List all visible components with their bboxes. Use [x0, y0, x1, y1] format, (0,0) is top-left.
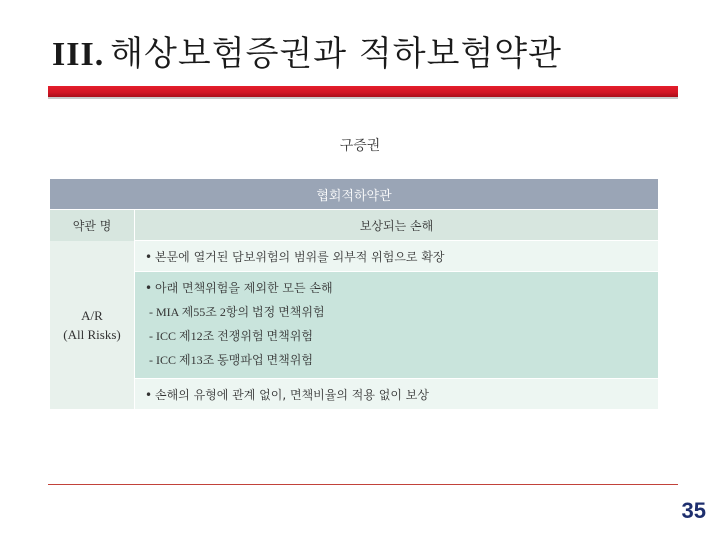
- title-underline-shadow: [48, 97, 678, 99]
- clause-table: [50, 179, 658, 409]
- table-row: [50, 379, 658, 410]
- bullet-icon: •: [145, 281, 153, 295]
- coverage-text-all-losses: 아래 면책위험을 제외한 모든 손해: [155, 281, 333, 295]
- page-number: 35: [681, 498, 706, 523]
- exclusion-strike: - ICC 제13조 동맹파업 면책위험: [149, 353, 313, 367]
- table-header: 협회적하약관: [50, 179, 658, 210]
- coverage-text-extension: 본문에 열거된 담보위험의 범위를 외부적 위험으로 확장: [155, 249, 445, 264]
- slide-title-number: III.: [52, 36, 105, 73]
- bullet-icon: •: [145, 249, 153, 264]
- coverage-row-exclusions: [135, 272, 659, 379]
- table-row: [50, 241, 658, 272]
- column-header-covered-loss: 보상되는 손해: [135, 210, 659, 241]
- clause-name-line1: A/R: [81, 307, 103, 323]
- table-row: [50, 272, 658, 379]
- exclusion-mia: - MIA 제55조 2항의 법정 면책위험: [149, 305, 325, 319]
- coverage-text-no-deductible: 손해의 유형에 관계 없이, 면책비율의 적용 없이 보상: [155, 387, 429, 402]
- slide-title-text: 해상보험증권과 적하보험약관: [110, 34, 562, 74]
- slide-title: [52, 26, 562, 75]
- title-underline-bar: [48, 86, 678, 97]
- clause-name-cell: [50, 241, 135, 410]
- coverage-row-no-deductible: [135, 379, 659, 410]
- slide-subtitle: 구증권: [339, 138, 381, 154]
- column-header-clause-name: 약관 명: [50, 210, 135, 241]
- coverage-row-extension: [135, 241, 659, 272]
- table-column-headers: [50, 210, 658, 241]
- clause-name-line2: (All Risks): [63, 326, 121, 342]
- footer-divider: [48, 484, 678, 485]
- exclusion-war: - ICC 제12조 전쟁위험 면책위험: [149, 329, 313, 343]
- bullet-icon: •: [145, 387, 153, 402]
